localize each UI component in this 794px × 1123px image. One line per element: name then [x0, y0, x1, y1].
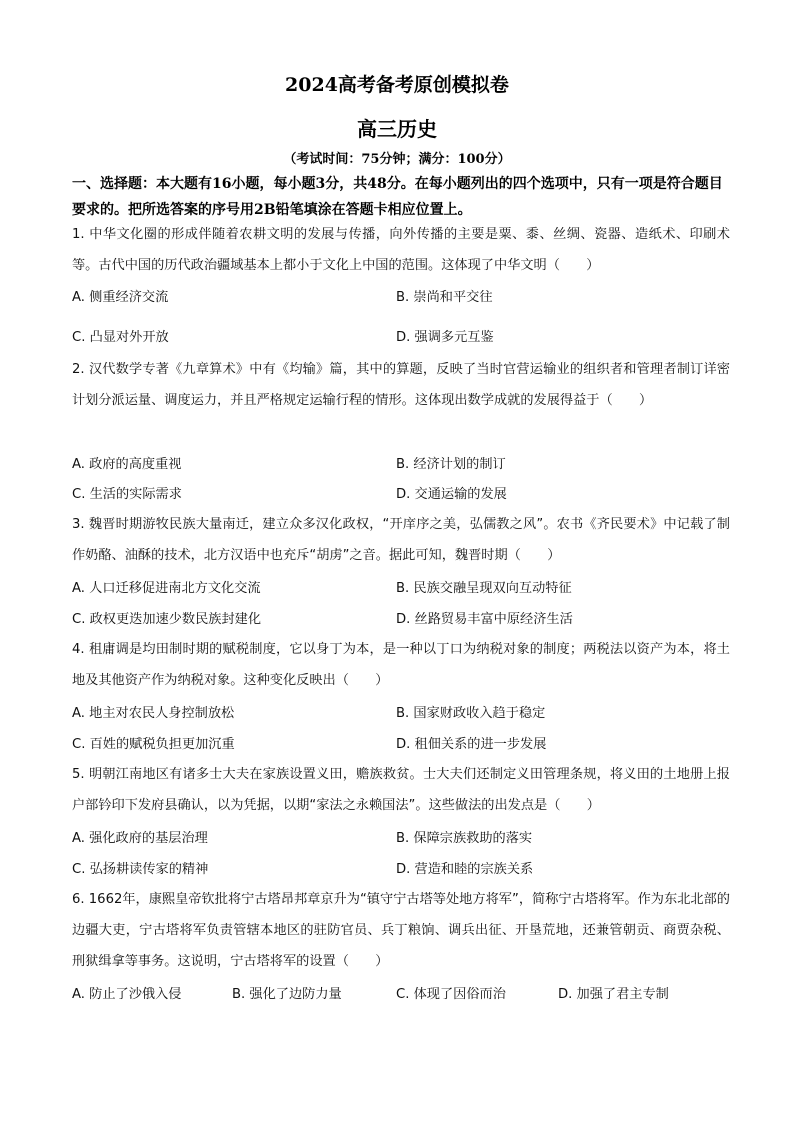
option-a[interactable]: A. 强化政府的基层治理	[72, 831, 208, 846]
question-2-options-row2	[72, 483, 732, 505]
exam-subject: 高三历史	[357, 117, 437, 141]
question-6-options-row	[72, 983, 732, 1005]
option-a[interactable]: A. 防止了沙俄入侵	[72, 987, 182, 1002]
option-b[interactable]: B. 民族交融呈现双向互动特征	[396, 581, 572, 596]
option-b[interactable]: B. 经济计划的制订	[396, 457, 506, 472]
option-b[interactable]: B. 强化了边防力量	[232, 987, 342, 1002]
option-a[interactable]: A. 政府的高度重视	[72, 457, 182, 472]
question-1-stem: 1. 中华文化圈的形成伴随着农耕文明的发展与传播，向外传播的主要是粟、黍、丝绸、瓷器、造纸术、印刷术等。古代中国的历代政治疆域基本上都小于文化上中国的范围。这体现了中华文明（ ）	[72, 227, 730, 273]
section-instructions: 一、选择题：本大题有16小题，每小题3分，共48分。在每小题列出的四个选项中，只有一项是符合题目要求的。把所选答案的序号用2B铅笔填涂在答题卡相应位置上。	[72, 176, 723, 218]
question-1-options-row2	[72, 326, 732, 348]
option-d[interactable]: D. 营造和睦的宗族关系	[396, 862, 534, 877]
option-c[interactable]: C. 体现了因俗而治	[396, 987, 506, 1002]
question-3-options-row2	[72, 608, 732, 630]
option-d[interactable]: D. 强调多元互鉴	[396, 330, 494, 345]
option-d[interactable]: D. 交通运输的发展	[396, 487, 507, 502]
question-6-stem: 6. 1662年，康熙皇帝钦批将宁古塔昂邦章京升为“镇守宁古塔等处地方将军”，简称宁古塔将军。作为东北北部的边疆大吏，宁古塔将军负责管辖本地区的驻防官员、兵丁粮饷、调兵出征、开垦荒地，还兼管朝贡、商贾杂税、刑狱缉拿等事务。这说明，宁古塔将军的设置（ ）	[72, 892, 730, 969]
option-d[interactable]: D. 丝路贸易丰富中原经济生活	[396, 612, 573, 627]
question-1-options-row1	[72, 286, 732, 308]
option-b[interactable]: B. 国家财政收入趋于稳定	[396, 706, 546, 721]
option-c[interactable]: C. 百姓的赋税负担更加沉重	[72, 737, 235, 752]
option-c[interactable]: C. 凸显对外开放	[72, 330, 169, 345]
option-b[interactable]: B. 保障宗族救助的落实	[396, 831, 533, 846]
question-3-options-row1	[72, 577, 732, 599]
question-5-options-row2	[72, 858, 732, 880]
option-b[interactable]: B. 崇尚和平交往	[396, 290, 493, 305]
option-a[interactable]: A. 人口迁移促进南北方文化交流	[72, 581, 261, 596]
option-a[interactable]: A. 侧重经济交流	[72, 290, 169, 305]
question-4-stem: 4. 租庸调是均田制时期的赋税制度，它以身丁为本，是一种以丁口为纳税对象的制度；两税法以资产为本，将土地及其他资产作为纳税对象。这种变化反映出（ ）	[72, 642, 730, 688]
option-c[interactable]: C. 弘扬耕读传家的精神	[72, 862, 209, 877]
option-a[interactable]: A. 地主对农民人身控制放松	[72, 706, 235, 721]
option-c[interactable]: C. 政权更迭加速少数民族封建化	[72, 612, 262, 627]
question-4-options-row2	[72, 733, 732, 755]
exam-info: （考试时间：75分钟；满分：100分）	[283, 152, 511, 167]
question-4-options-row1	[72, 702, 732, 724]
question-3-stem: 3. 魏晋时期游牧民族大量南迁，建立众多汉化政权，“开庠序之美，弘儒教之风”。农书《齐民要术》中记载了制作奶酪、油酥的技术，北方汉语中也充斥“胡虏”之音。据此可知，魏晋时期（ ）	[72, 517, 730, 563]
question-2-stem: 2. 汉代数学专著《九章算术》中有《均输》篇，其中的算题，反映了当时官营运输业的组织者和管理者制订详密计划分派运量、调度运力，并且严格规定运输行程的情形。这体现出数学成就的发展得益于（ ）	[72, 362, 730, 408]
exam-title: 2024高考备考原创模拟卷	[285, 74, 509, 96]
option-d[interactable]: D. 加强了君主专制	[558, 987, 669, 1002]
question-5-stem: 5. 明朝江南地区有诸多士大夫在家族设置义田，赡族救贫。士大夫们还制定义田管理条规，将义田的土地册上报户部钤印下发府县确认，以为凭据，以期“家法之永赖国法”。这些做法的出发点是（ ）	[72, 767, 730, 813]
option-d[interactable]: D. 租佃关系的进一步发展	[396, 737, 547, 752]
question-2-options-row1	[72, 453, 732, 475]
option-c[interactable]: C. 生活的实际需求	[72, 487, 182, 502]
question-5-options-row1	[72, 827, 732, 849]
